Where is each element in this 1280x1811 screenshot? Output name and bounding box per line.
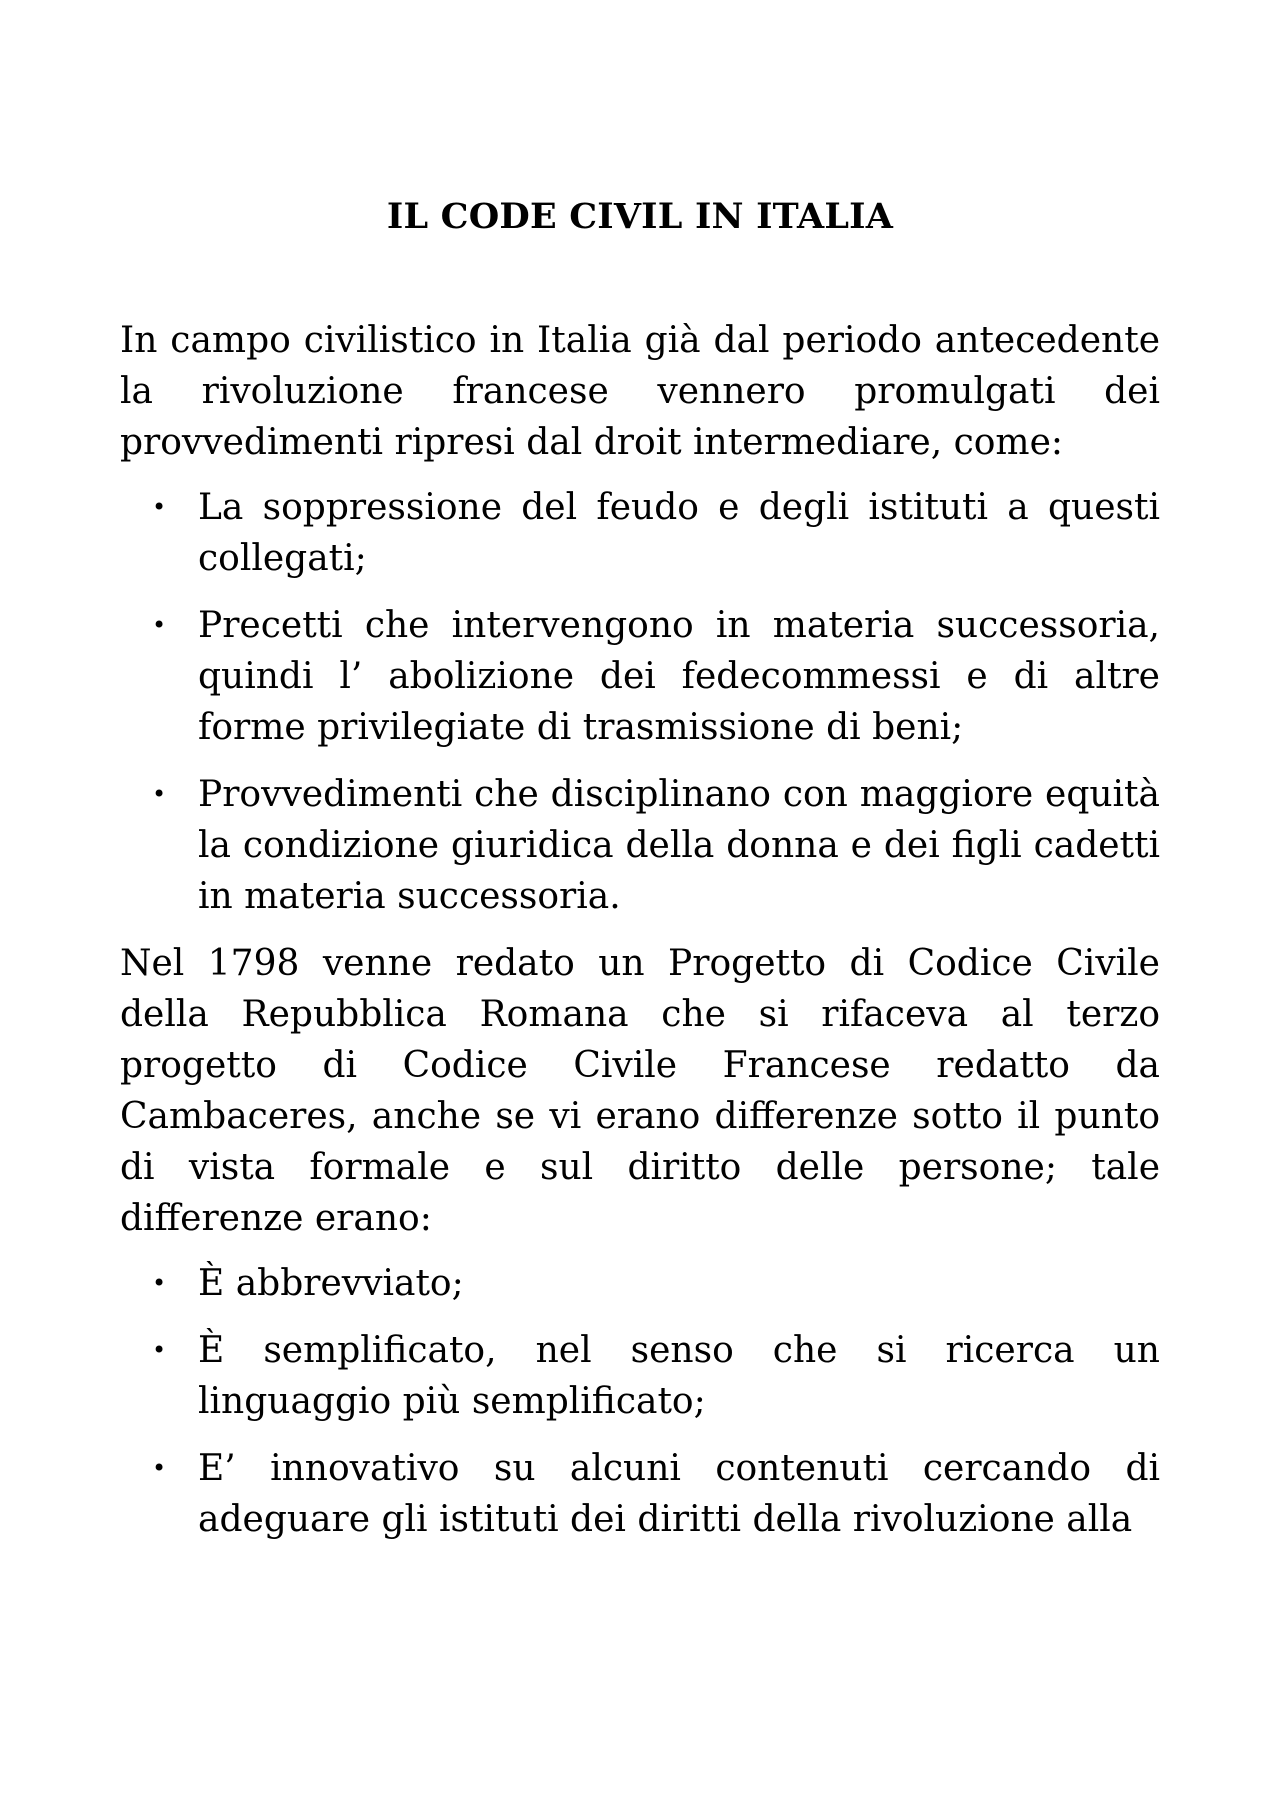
- list-item: [120, 1258, 1160, 1309]
- list-item: [120, 1325, 1160, 1427]
- document-body: [120, 315, 1160, 1561]
- bullet-icon: •: [152, 780, 167, 808]
- list-item-text: È semplificato, nel senso che si ricerca un linguaggio più semplificato;: [198, 1330, 1160, 1422]
- list-item-text: La soppressione del feudo e degli istituti a questi collegati;: [198, 487, 1160, 579]
- bullet-icon: •: [152, 493, 167, 521]
- list-item: [120, 1443, 1160, 1545]
- bullet-icon: •: [152, 1336, 167, 1364]
- bullet-icon: •: [152, 1454, 167, 1482]
- list-item-text: E’ innovativo su alcuni contenuti cercando di adeguare gli istituti dei diritti della rivoluzione alla: [198, 1448, 1160, 1540]
- bullet-icon: •: [152, 611, 167, 639]
- paragraph-intro: In campo civilistico in Italia già dal periodo antecedente la rivoluzione francese vennero promulgati dei provvedimenti ripresi dal droit intermediare, come:: [120, 320, 1160, 463]
- list-item: [120, 769, 1160, 922]
- bullet-list-differences: [120, 1258, 1160, 1545]
- bullet-icon: •: [152, 1269, 167, 1297]
- bullet-list-provisions: [120, 482, 1160, 922]
- list-item-text: È abbrevviato;: [198, 1263, 464, 1304]
- list-item-text: Precetti che intervengono in materia successoria, quindi l’ abolizione dei fedecommessi e di altre forme privilegiate di trasmissione di beni;: [198, 605, 1160, 748]
- paragraph-project: Nel 1798 venne redato un Progetto di Codice Civile della Repubblica Romana che si rifaceva al terzo progetto di Codice Civile Francese redatto da Cambaceres, anche se vi erano differenze sotto il punto di vista formale e sul diritto delle persone; tale differenze erano:: [120, 943, 1160, 1239]
- list-item: [120, 600, 1160, 753]
- page-title: IL CODE CIVIL IN ITALIA: [386, 196, 894, 237]
- list-item: [120, 482, 1160, 584]
- list-item-text: Provvedimenti che disciplinano con maggiore equità la condizione giuridica della donna e dei figli cadetti in materia successoria.: [198, 774, 1160, 917]
